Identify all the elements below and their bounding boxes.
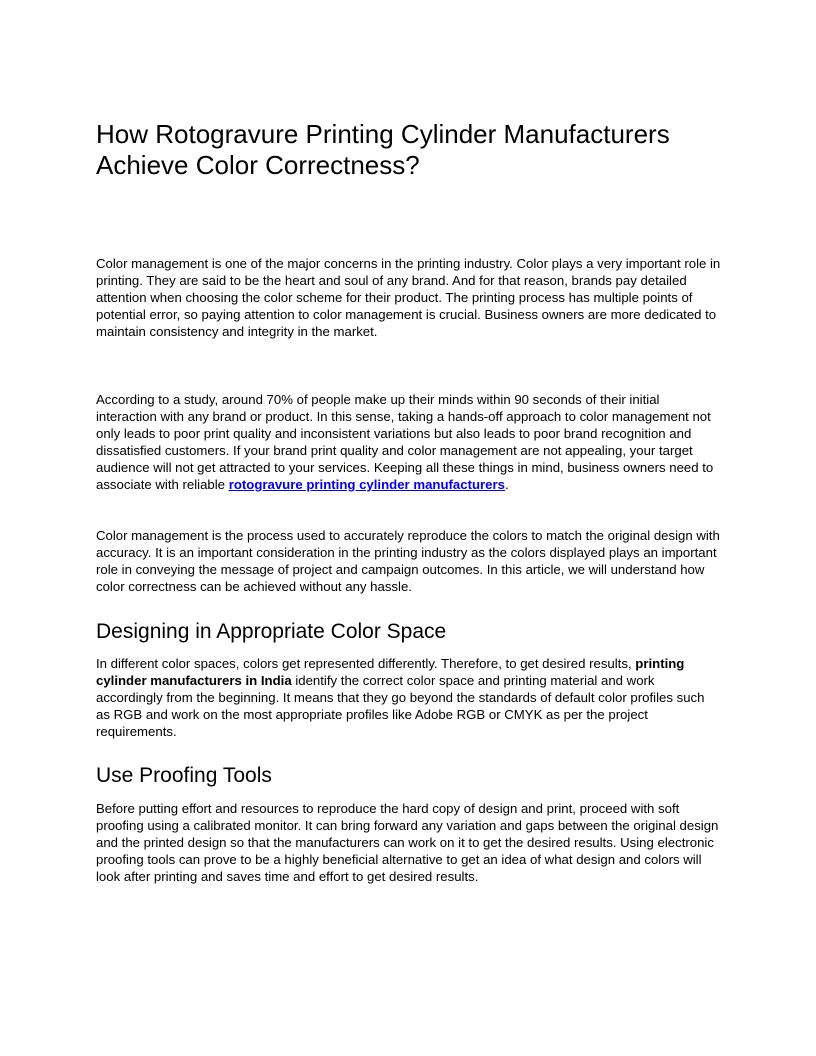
proofing-paragraph: Before putting effort and resources to reproduce the hard copy of design and print, proceed with soft proofing using a calibrated monitor. It can bring forward any variation and gaps between the original design and the printed design so that the manufacturers can work on it to get the desired results. Using electronic proofing tools can prove to be a highly beneficial alternative to get an idea of what design and colors will look after printing and saves time and effort to get desired results. (96, 801, 719, 884)
page-title: How Rotogravure Printing Cylinder Manufacturers Achieve Color Correctness? (96, 119, 670, 180)
rotogravure-manufacturers-link[interactable]: rotogravure printing cylinder manufacturers (228, 477, 505, 492)
intro-paragraph: Color management is one of the major concerns in the printing industry. Color plays a very important role in printing. They are said to be the heart and soul of any brand. And for that reason, brands pay detailed attention when choosing the color scheme for their product. The printing process has multiple points of potential error, so paying attention to color management is crucial. Business owners are more dedicated to maintain consistency and integrity in the market. (96, 256, 721, 339)
study-paragraph-text: According to a study, around 70% of people make up their minds within 90 seconds of their initial interaction with any brand or product. In this sense, taking a hands-off approach to color management not only leads to poor print quality and inconsistent variations but also leads to poor brand recognition and dissatisfied customers. If your brand print quality and color management are not appealing, your target audience will not get attracted to your services. Keeping all these things in mind, business owners need to associate with reliable (96, 392, 714, 492)
color-space-paragraph (96, 655, 721, 740)
study-paragraph-end: . (504, 477, 509, 492)
color-management-paragraph: Color management is the process used to accurately reproduce the colors to match the original design with accuracy. It is an important consideration in the printing industry as the colors displayed plays an important role in conveying the message of project and campaign outcomes. In this article, we will understand how color correctness can be achieved without any hassle. (96, 528, 720, 594)
section-heading-proofing-tools: Use Proofing Tools (96, 764, 272, 787)
color-space-text-end: identify the correct color space and printing material and work accordingly from the beginning. It means that they go beyond the standards of default color profiles such as RGB and work on the most appropriate profiles like Adobe RGB or CMYK as per the project requirements. (96, 673, 705, 739)
section-heading-color-space: Designing in Appropriate Color Space (96, 620, 447, 643)
study-paragraph (96, 391, 721, 493)
manufacturers-india-bold: printing cylinder manufacturers in India (96, 656, 685, 688)
color-space-text-start: In different color spaces, colors get represented differently. Therefore, to get desired results, (96, 656, 636, 671)
